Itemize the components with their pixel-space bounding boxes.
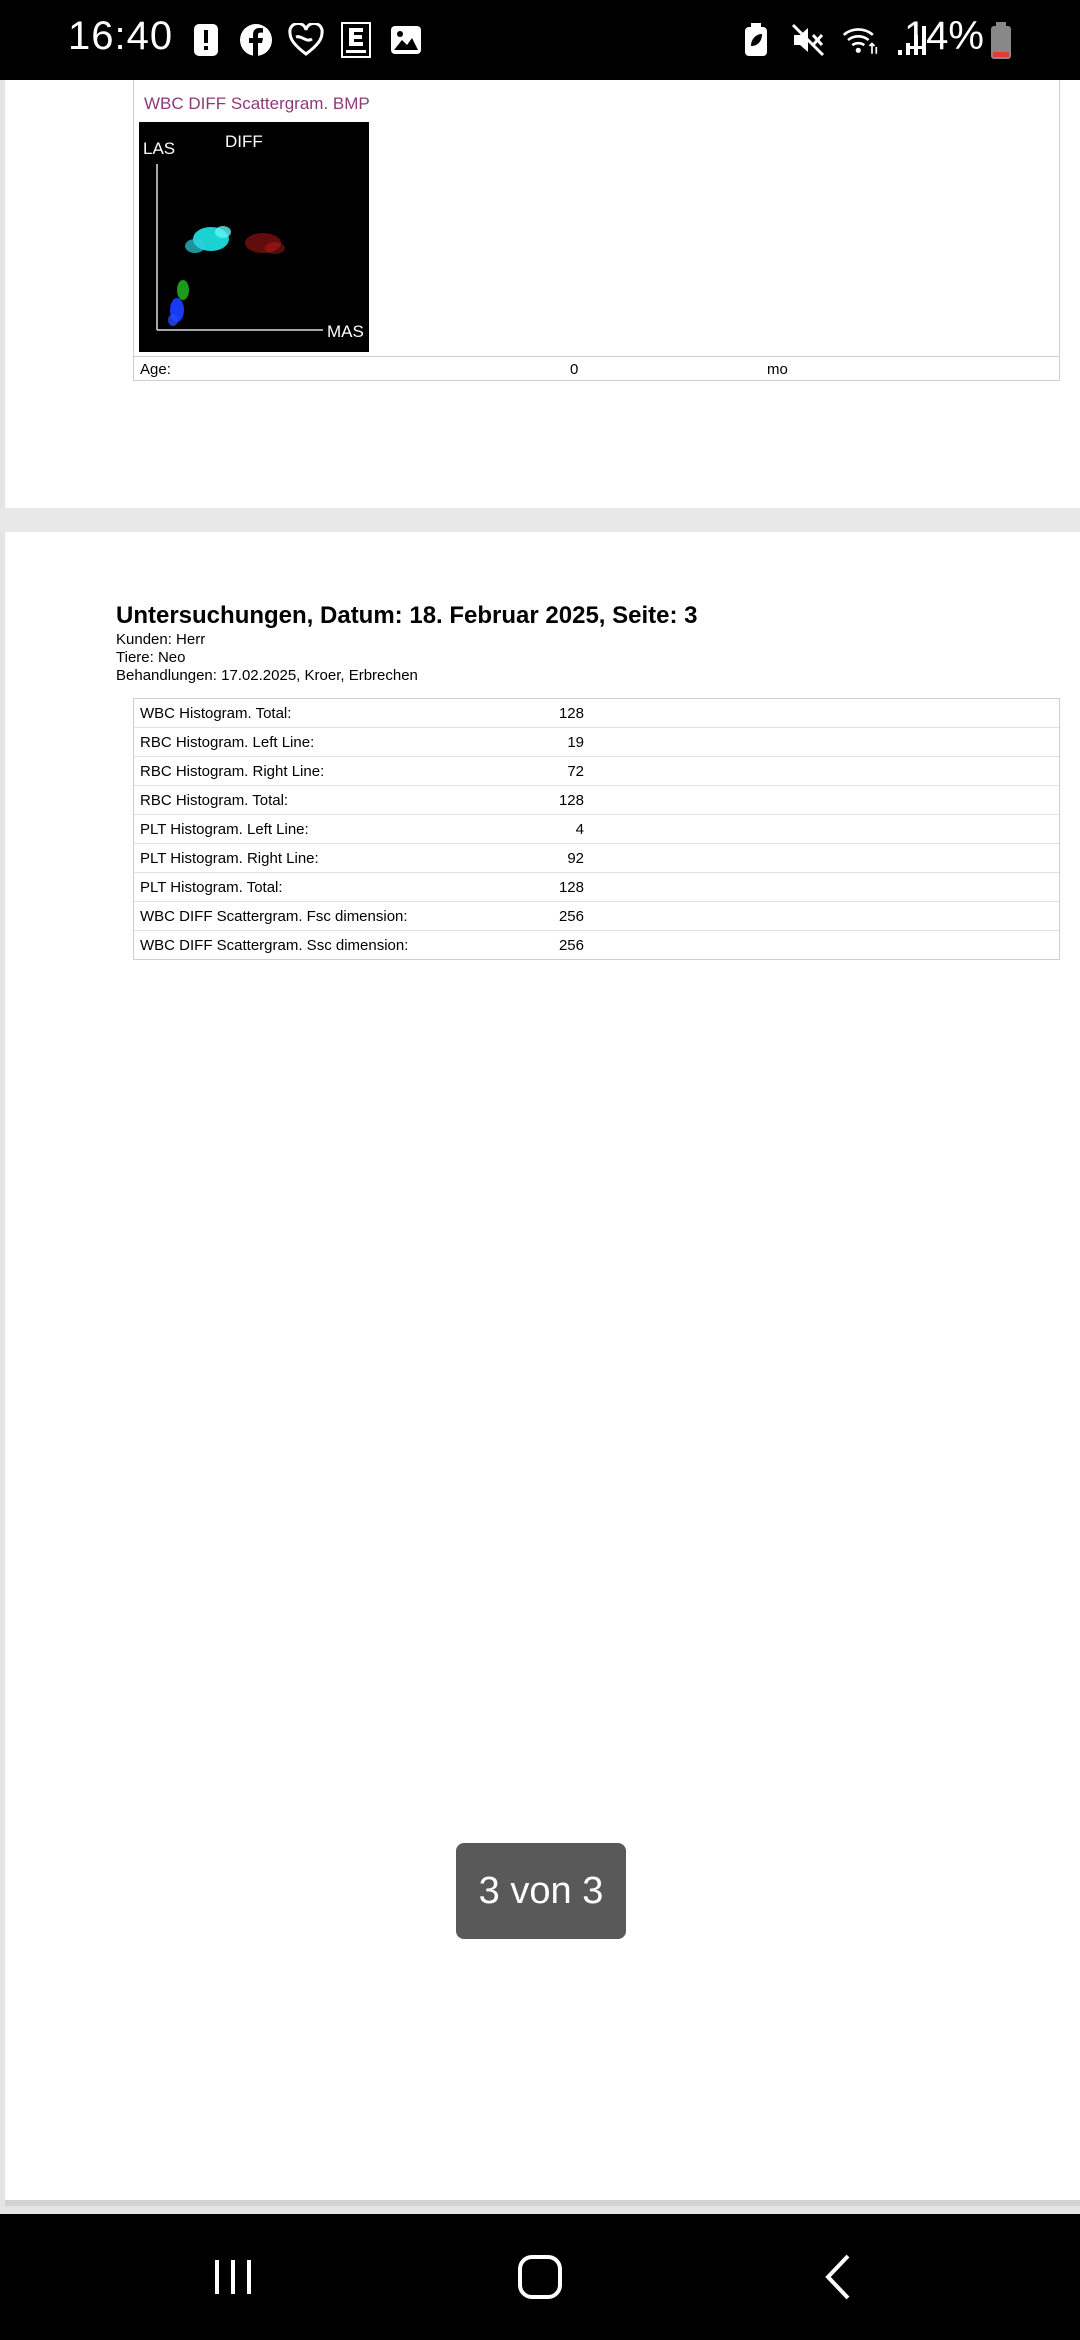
page-gap xyxy=(0,508,1080,532)
row-label: RBC Histogram. Left Line: xyxy=(140,734,315,751)
customer-line: Kunden: Herr xyxy=(116,631,206,648)
table-row xyxy=(134,872,1059,901)
scatter-title: WBC DIFF Scattergram. BMP xyxy=(144,94,370,113)
table-row xyxy=(134,930,1059,959)
row-label: PLT Histogram. Left Line: xyxy=(140,821,309,838)
image-icon xyxy=(388,22,424,58)
scatter-y-axis: LAS xyxy=(143,139,176,158)
back-icon[interactable] xyxy=(810,2252,870,2302)
page-title: Untersuchungen, Datum: 18. Februar 2025, Seite: 3 xyxy=(116,602,698,629)
table-row xyxy=(134,727,1059,756)
battery-percent: 14% xyxy=(903,14,984,58)
row-label: WBC DIFF Scattergram. Fsc dimension: xyxy=(140,908,408,925)
scatter-x-axis: MAS xyxy=(327,322,364,341)
table-row xyxy=(134,699,1059,727)
page-indicator-toast: 3 von 3 xyxy=(456,1843,626,1939)
wifi-icon xyxy=(842,22,878,58)
row-label: WBC DIFF Scattergram. Ssc dimension: xyxy=(140,937,409,954)
table-row xyxy=(134,901,1059,930)
navigation-bar xyxy=(0,2214,1080,2340)
scattergram-image xyxy=(139,122,369,352)
battery-saver-icon xyxy=(738,22,774,58)
row-value: 72 xyxy=(567,763,584,780)
document-page-3 xyxy=(5,532,1080,2206)
age-label: Age: xyxy=(140,361,171,378)
table-row xyxy=(134,843,1059,872)
scatter-mode-label: DIFF xyxy=(225,132,263,151)
status-bar xyxy=(0,0,1080,80)
age-value: 0 xyxy=(570,361,579,378)
battery-icon xyxy=(990,22,1012,60)
row-value: 92 xyxy=(567,850,584,867)
heart-app-icon xyxy=(288,22,324,58)
row-value: 4 xyxy=(575,821,584,838)
mute-icon xyxy=(790,22,826,58)
table-row xyxy=(134,756,1059,785)
row-value: 128 xyxy=(558,705,584,722)
row-label: WBC Histogram. Total: xyxy=(140,705,292,722)
row-value: 256 xyxy=(558,937,584,954)
facebook-icon xyxy=(238,22,274,58)
age-row xyxy=(134,356,1059,381)
treatment-line: Behandlungen: 17.02.2025, Kroer, Erbrechen xyxy=(116,667,418,684)
home-icon[interactable] xyxy=(510,2252,570,2302)
row-value: 128 xyxy=(558,879,584,896)
row-value: 256 xyxy=(558,908,584,925)
age-unit: mo xyxy=(767,361,788,378)
row-value: 128 xyxy=(558,792,584,809)
row-label: RBC Histogram. Right Line: xyxy=(140,763,325,780)
alert-icon xyxy=(188,22,224,58)
animal-line: Tiere: Neo xyxy=(116,649,186,666)
scatter-section xyxy=(133,80,1060,381)
notification-icons xyxy=(188,20,424,60)
recent-apps-icon[interactable] xyxy=(203,2252,263,2302)
document-page-2 xyxy=(5,80,1080,514)
results-table xyxy=(133,698,1060,960)
system-icons xyxy=(738,20,930,60)
edeka-icon xyxy=(338,22,374,58)
row-value: 19 xyxy=(567,734,584,751)
row-label: PLT Histogram. Right Line: xyxy=(140,850,319,867)
status-time: 16:40 xyxy=(68,14,174,58)
row-label: RBC Histogram. Total: xyxy=(140,792,289,809)
table-row xyxy=(134,785,1059,814)
row-label: PLT Histogram. Total: xyxy=(140,879,283,896)
table-row xyxy=(134,814,1059,843)
